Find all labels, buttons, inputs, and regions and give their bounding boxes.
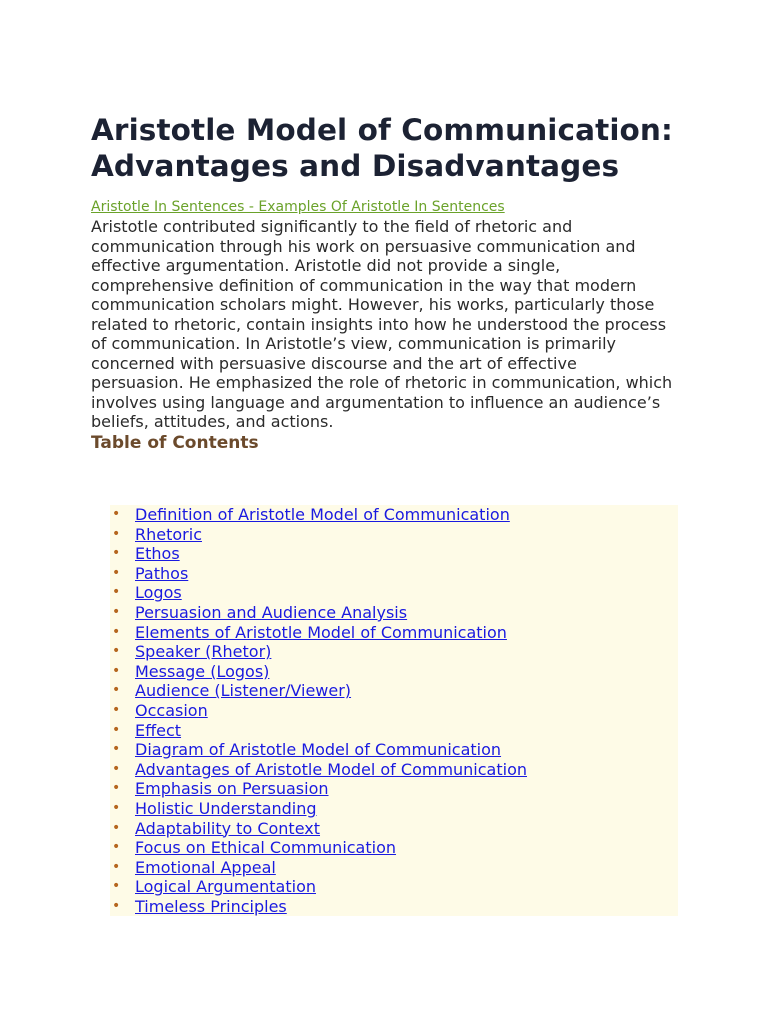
toc-link[interactable]: Effect	[135, 720, 182, 740]
bullet-icon: •	[112, 682, 121, 699]
toc-link[interactable]: Logical Argumentation	[135, 877, 316, 897]
table-of-contents	[110, 505, 678, 916]
bullet-icon: •	[112, 525, 121, 542]
toc-link[interactable]: Definition of Aristotle Model of Communication	[135, 505, 510, 524]
bullet-icon: •	[112, 623, 121, 640]
toc-link[interactable]: Advantages of Aristotle Model of Communication	[135, 759, 527, 779]
toc-link[interactable]: Message (Logos)	[135, 661, 270, 681]
toc-link[interactable]: Holistic Understanding	[135, 798, 317, 818]
bullet-icon: •	[112, 545, 121, 562]
bullet-icon: •	[112, 662, 121, 679]
toc-link[interactable]: Focus on Ethical Communication	[135, 838, 397, 858]
bullet-icon: •	[112, 760, 121, 777]
bullet-icon: •	[112, 701, 121, 718]
bullet-icon: •	[112, 878, 121, 895]
bullet-icon: •	[112, 839, 121, 856]
toc-link[interactable]: Diagram of Aristotle Model of Communication	[135, 740, 502, 760]
toc-link[interactable]: Occasion	[135, 700, 208, 720]
toc-link[interactable]: Emotional Appeal	[135, 857, 276, 877]
toc-link[interactable]: Ethos	[135, 544, 180, 564]
page-title: Aristotle Model of Communication: Advantages and Disadvantages	[91, 113, 673, 183]
toc-link[interactable]: Pathos	[135, 563, 189, 583]
bullet-icon: •	[112, 603, 121, 620]
toc-link[interactable]: Audience (Listener/Viewer)	[135, 681, 352, 701]
toc-link[interactable]: Emphasis on Persuasion	[135, 779, 329, 799]
toc-link[interactable]: Speaker (Rhetor)	[135, 642, 272, 662]
toc-link[interactable]: Timeless Principles	[135, 896, 287, 916]
bullet-icon: •	[112, 721, 121, 738]
bullet-icon: •	[112, 643, 121, 660]
bullet-icon: •	[112, 897, 121, 914]
bullet-icon: •	[112, 506, 121, 522]
bullet-icon: •	[112, 780, 121, 797]
bullet-icon: •	[112, 819, 121, 836]
toc-link[interactable]: Logos	[135, 583, 182, 603]
bullet-icon: •	[112, 799, 121, 816]
bullet-icon: •	[112, 564, 121, 581]
toc-link[interactable]: Adaptability to Context	[135, 818, 321, 838]
article	[91, 112, 681, 454]
bullet-icon: •	[112, 858, 121, 875]
bullet-icon: •	[112, 741, 121, 758]
toc-link[interactable]: Rhetoric	[135, 524, 202, 544]
toc-heading: Table of Contents	[91, 432, 259, 453]
toc-link[interactable]: Elements of Aristotle Model of Communication	[135, 622, 507, 642]
related-article-link[interactable]: Aristotle In Sentences - Examples Of Aristotle In Sentences	[91, 199, 505, 215]
intro-paragraph: Aristotle contributed significantly to the field of rhetoric and communication through his work on persuasive communication and effective argumentation. Aristotle did not provide a single, comprehensive definition of communication in the way that modern communication scholars might. However, his works, particularly those related to rhetoric, contain insights into how he understood the process of communication. In Aristotle’s view, communication is primarily concerned with persuasive discourse and the art of effective persuasion. He emphasized the role of rhetoric in communication, which involves using language and argumentation to influence an audience’s beliefs, attitudes, and actions.	[91, 217, 673, 431]
toc-link[interactable]: Persuasion and Audience Analysis	[135, 602, 408, 622]
bullet-icon: •	[112, 584, 121, 601]
